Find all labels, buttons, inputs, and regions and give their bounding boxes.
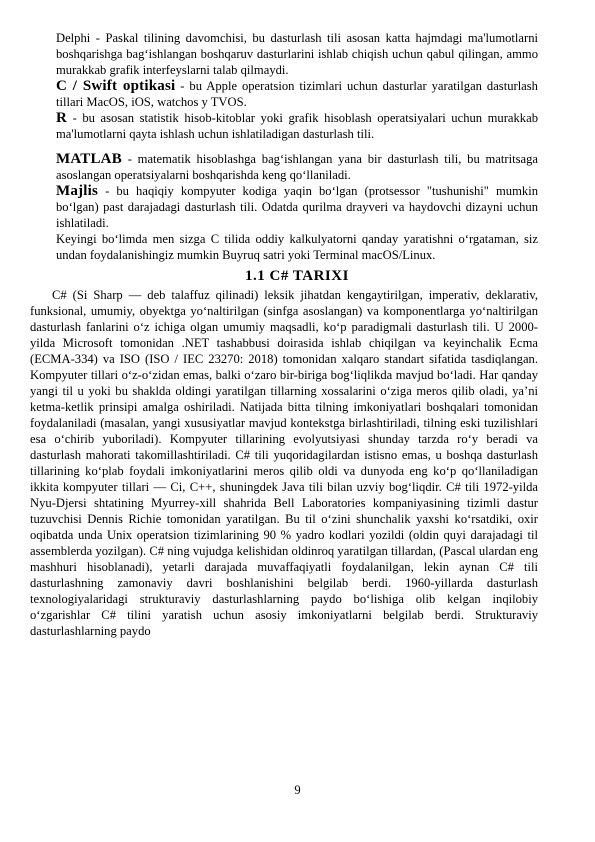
section-heading: 1.1 C# TARIXI bbox=[245, 268, 349, 284]
paragraph-r bbox=[56, 110, 538, 142]
term-r: R bbox=[56, 110, 68, 126]
text-matlab: - matematik hisoblashga bag‘ishlangan yana bir dasturlash tili, bu matritsaga asoslangan operatsiyalarni boshqarishda keng qo‘llaniladi. bbox=[56, 152, 538, 182]
term-majlis: Majlis bbox=[56, 183, 99, 199]
spacer bbox=[56, 142, 538, 151]
text-r: - bu asosan statistik hisob-kitoblar yoki grafik hisoblash operatsiyalari uchun murakkab ma'lumotlarni qayta ishlash uchun ishlatiladigan dasturlash tili. bbox=[56, 111, 538, 141]
paragraph-keyingi: Keyingi bo‘limda men sizga C tilida oddiy kalkulyatorni qanday yaratishni o‘rgataman, siz undan foydalanishingiz mumkin Buyruq satri yoki Terminal macOS/Linux. bbox=[56, 232, 538, 262]
paragraph-majlis bbox=[56, 183, 538, 231]
text-majlis: - bu haqiqiy kompyuter kodiga yaqin bo‘lgan (protsessor "tushunishi" mumkin bo‘lgan) past darajadagi dasturlash tili. Odatda qurilma drayveri va haydovchi dizayni uchun ishlatiladi. bbox=[56, 184, 538, 230]
term-swift: C / Swift optikasi bbox=[56, 78, 176, 94]
paragraph-swift bbox=[56, 78, 538, 110]
paragraph-delphi: Delphi - Paskal tilining davomchisi, bu dasturlash tili asosan katta hajmdagi ma'lumotlarni boshqarishga bag‘ishlangan boshqaruv dasturlarini ishlab chiqish uchun qabul qilingan, ammo murakkab grafik interfeyslarni talab qilmaydi. bbox=[56, 31, 538, 77]
paragraph-matlab bbox=[56, 151, 538, 183]
term-matlab: MATLAB bbox=[56, 151, 122, 167]
page-number: 9 bbox=[294, 783, 301, 797]
document-page bbox=[30, 30, 538, 639]
text-swift: - bu Apple operatsion tizimlari uchun dasturlar yaratilgan dasturlash tillari MacOS, iOS, watchos y TVOS. bbox=[56, 79, 538, 109]
body-paragraph: C# (Si Sharp — deb talaffuz qilinadi) leksik jihatdan kengaytirilgan, imperativ, deklarativ, funksional, umumiy, obyektga yo‘naltirilgan (sinfga asoslangan) va komponentlarga yo‘naltirilgan dasturlash fanlarini o‘z ichiga olgan umumiy maqsadli, ko‘p paradigmali dasturlash tili. U 2000-yilda Microsoft tomonidan .NET tashabbusi doirasida ishlab chiqilgan va keyinchalik Ecma (ECMA-334) va ISO (ISO / IEC 23270: 2018) tomonidan xalqaro standart sifatida tasdiqlangan. Kompyuter tillari o‘z-o‘zidan emas, balki o‘zaro bir-biriga bog‘liqlikda mavjud bo‘ladi. Har qanday yangi til u yoki bu shaklda oldingi yaratilgan tillarning xossalarini o‘ziga meros qilib oladi, ya’ni ketma-ketlik prinsipi amalga oshiriladi. Natijada bitta tilning imkoniyatlari boshqalari tomonidan foydalaniladi (masalan, yangi xususiyatlar mavjud kontekstga birlashtiriladi, tilning eski tuzilishlari esa o‘chirib yuboriladi). Kompyuter tillarining evolyutsiyasi shunday tarzda ro‘y beradi va dasturlash mahorati takomillashtiriladi. C# tili yuqoridagilardan istisno emas, u boshqa dasturlash tillarining ko‘plab foydali imkoniyatlarini meros qilib oldi va dunyoda eng ko‘p qo‘llaniladigan ikkita kompyuter tillari — Ci, C++, shuningdek Java tili bilan uzviy bog‘liqdir. C# tili 1972-yilda Nyu-Djersi shtatining Myurrey-xill shahrida Bell Laboratories kompaniyasining tizimli dastur tuzuvchisi Dennis Richie tomonidan yaratilgan. Bu til o‘zini shunchalik yaxshi ko‘rsatdiki, oxir oqibatda unda Unix operatsion tizimlarining 90 % yadro kodlari yozildi (oldin quyi darajadagi til assemblerda yozilgan). C# ning vujudga kelishidan oldinroq yaratilgan tillardan, (Pascal ulardan eng mashhuri hisoblanadi), yetarli darajada muvaffaqiyatli foydalanilgan, lekin aynan C# tili dasturlashning zamonaviy davri boshlanishini belgilab berdi. 1960-yillarda dasturlash texnologiyalaridagi strukturaviy dasturlashlarning paydo bo‘lishiga olib kelgan inqilobiy o‘zgarishlar C# tilini yaratish uchun asosiy imkoniyatlarni belgilab berdi. Strukturaviy dasturlashlarning paydo bbox=[30, 288, 538, 638]
